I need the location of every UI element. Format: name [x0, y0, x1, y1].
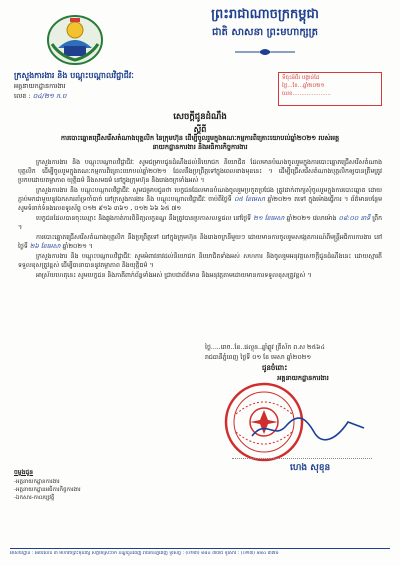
cc-list	[14, 478, 81, 502]
ministry-emblem-icon	[46, 10, 104, 66]
body-paragraph-6: អាស្រ័យហេតុនេះ សូមបេក្ខជន និងភាគីពាក់ព័ន្ធទាំងអស់ ជ្រាបជាព័ត៌មាន និងអនុវត្តតាមដោយមានការទទួលខុសត្រូវខ្ពស់ ។	[36, 272, 312, 279]
footer-divider	[10, 548, 390, 549]
signature-organization: អគ្គនាយកដ្ឋានការងារ	[277, 374, 329, 382]
department-name: អគ្គនាយកដ្ឋានការងារ	[14, 82, 66, 90]
stamp-line-1: ទីចុះអំពីរ បង្កាន់ដៃ	[282, 75, 320, 81]
p4-date: ២៦ ខែមេសា	[29, 243, 61, 250]
cc-label: ចម្លងជូន	[14, 469, 34, 476]
p3-date: ២១ ខែមេសា	[253, 215, 285, 222]
body-paragraph-5: ក្រសួងការងារ និង បណ្តុះបណ្តាលវិជ្ជាជីវៈ សូមអំពាវនាវដល់និយោជក និយោជិតទាំងអស់ សហការ និងចូលរួមអនុវត្តសេចក្តីជូនដំណឹងនេះ ដោយស្មារតីទទួលខុសត្រូវខ្ពស់ ដើម្បីធានាបាននូវតម្លាភាព និងយុត្តិធម៌ ។	[18, 253, 382, 269]
notice-subject: ការបោះឆ្នោតជ្រើសរើសតំណាងបុគ្គលិក នៃក្រុមហ៊ុន ដើម្បីចូលរួមក្នុងគណៈកម្មការពិគ្រោះយោបល់ឆ្នាំ២០២១ របស់អគ្គនាយកដ្ឋានការងារ និងអធិការកិច្ចការងារ	[60, 134, 340, 151]
national-motto: ជាតិ សាសនា ព្រះមហាក្សត្រ	[212, 27, 318, 38]
body-paragraph-1: ក្រសួងការងារ និង បណ្តុះបណ្តាលវិជ្ជាជីវៈ សូមជម្រាបជូនដំណឹងដល់និយោជក និយោជិត ដែលមានបំណងចូលរួមក្នុងការបោះឆ្នោតជ្រើសរើសតំណាងបុគ្គលិក ដើម្បីចូលរួមក្នុងគណៈកម្មការពិគ្រោះយោបល់ឆ្នាំ២០២១ ដែលនឹងប្រព្រឹត្តទៅក្នុងពេលខាងមុខនេះ ។ ដើម្បីជ្រើសរើសតំណាងបុគ្គលិកឲ្យបានត្រឹមត្រូវ ប្រកបដោយតម្លាភាព យុត្តិធម៌ និងសមធម៌ នៅក្នុងក្រុមហ៊ុន និងរោងចក្រទាំងអស់ ។	[18, 159, 382, 184]
stamp-line-2: ថ្ងៃ...ខែ...ឆ្នាំ២០២១	[282, 83, 325, 89]
lunar-date: ថ្ងៃ.....រោច..ខែ..ផល្គុន..ឆ្នាំឆ្លូវ ត្រីស័ក ព.ស ២៥៦៤	[205, 344, 325, 351]
signer-name: ហេង សុខុន	[290, 463, 331, 473]
p3-text: បេក្ខជនដែលបានចុះឈ្មោះ និងឆ្លងកាត់ការពិនិត្យលក្ខខណ្ឌ នឹងត្រូវបានប្រកាសលទ្ធផល នៅថ្ងៃទី	[36, 215, 252, 222]
body-paragraph-4	[18, 233, 382, 251]
p4-tail: ឆ្នាំ២០២១ ។	[62, 243, 93, 250]
cc-item: -អគ្គនាយកដ្ឋានការងារ	[14, 479, 60, 485]
p3-time: ០៨:០០ នាទី	[338, 215, 371, 222]
document-number-value: ០៤/២១ ក.ប	[32, 92, 67, 100]
p4-text: ការបោះឆ្នោតជ្រើសរើសតំណាងបុគ្គលិក នឹងប្រព្រឹត្តទៅ នៅក្នុងក្រុមហ៊ុន និងរោងចក្រនីមួយៗ ដោយមានការចូលរួមសង្កេតការណ៍ពីមន្ត្រីអធិការការងារ នៅថ្ងៃទី	[18, 234, 382, 250]
document-number-label: លេខ :	[14, 92, 33, 100]
p2-tail: ឆ្នាំ២០២១ តទៅ ក្នុងម៉ោងធ្វើការ ។ ព័ត៌មានបន្ថែម សូមទំនាក់ទំនងលេខទូរស័ព្ទ	[18, 196, 383, 212]
cc-item: -អគ្គនាយកដ្ឋានអធិការកិច្ចការងារ	[14, 487, 81, 493]
p3-end: ព្រឹក ។	[18, 215, 382, 231]
document-number	[14, 92, 66, 102]
stamp-line-3: លេខ......................	[282, 91, 331, 97]
notice-body	[18, 158, 382, 281]
body-paragraph-2	[18, 186, 382, 213]
body-paragraph-3	[18, 214, 382, 232]
cc-item: -ឯកសារ-កាលប្បវត្តិ	[14, 495, 55, 501]
footer-address: អាសយដ្ឋាន : អគារលេខ ៣ មហាវិថីព្រះមុនីវង្ស សង្កាត់ស្រះចក ខណ្ឌដូនពេញ រាជធានីភ្នំពេញ ទូរស័ព្ទ : (០២៣) ៨៨៤ ៣៧៥ ទូរសារ : (០២៣) ៨៨៤ ៣៧៦	[10, 551, 279, 556]
subject-label: ស្តីពី	[193, 125, 207, 134]
p2-text: ក្រសួងការងារ និង បណ្តុះបណ្តាលវិជ្ជាជីវៈ សូមជម្រាបជូនថា បេក្ខជនដែលមានបំណងចូលរួមប្រកួតប្រជែង ត្រូវដាក់ពាក្យសុំចូលរួមក្នុងការបោះឆ្នោត ដោយភ្ជាប់មកជាមួយនូវឯកសារគាំទ្រចាំបាច់ នៅក្រសួងការងារ និង បណ្តុះបណ្តាលវិជ្ជាជីវៈ ចាប់ពីថ្ងៃទី	[18, 187, 382, 203]
p3-tail: ឆ្នាំ២០២១ វេលាម៉ោង	[286, 215, 337, 222]
solar-date: រាជធានីភ្នំពេញ ថ្ងៃទី ០១ ខែ មេសា ឆ្នាំ២០២១	[205, 354, 312, 361]
signature-line	[232, 458, 372, 459]
motto-ornament	[235, 41, 295, 49]
ministry-name: ក្រសួងការងារ និង បណ្តុះបណ្តាលវិជ្ជាជីវៈ	[14, 71, 134, 80]
receipt-stamp	[278, 72, 382, 106]
kingdom-title: ព្រះរាជាណាចក្រកម្ពុជា	[211, 7, 319, 22]
signature-label: ជូនចំពោះ	[262, 364, 288, 372]
contact-phones: ០១២ ៩១៦ ៣៦១ , ០១២ ៦៦ ៦៥ ៧១	[82, 205, 182, 212]
handwritten-signature-icon	[248, 414, 368, 444]
p2-date: ០៥ ខែមេសា	[234, 196, 265, 203]
notice-title: សេចក្តីជូនដំណឹង	[173, 112, 227, 122]
